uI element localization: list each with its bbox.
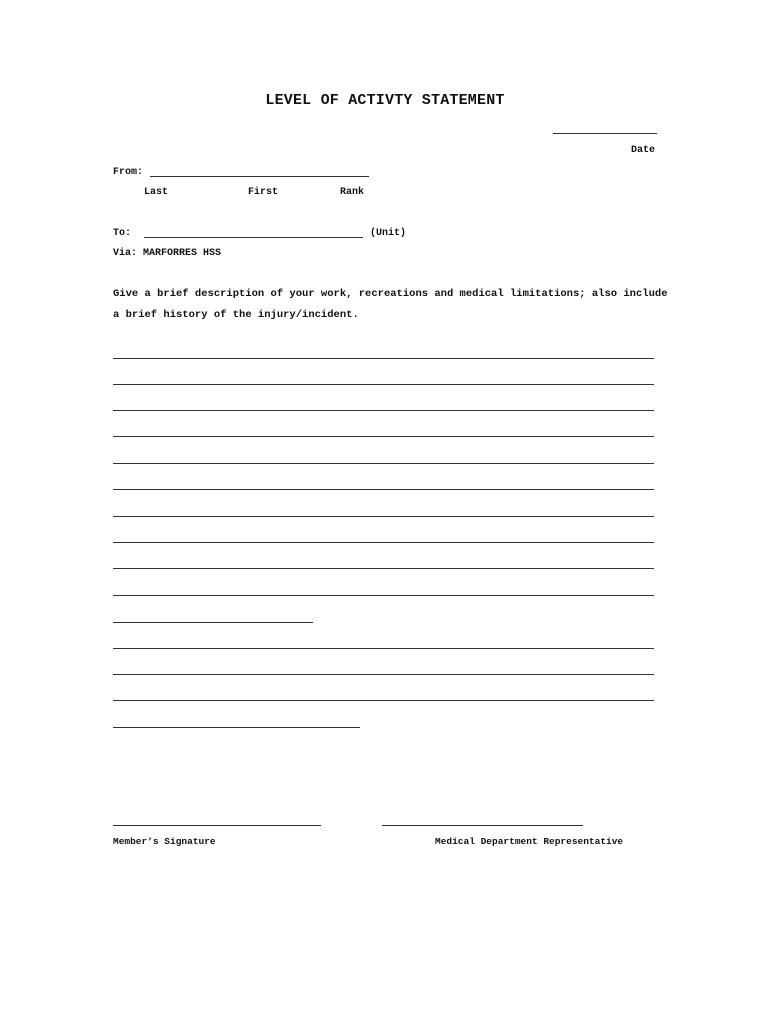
instructions-line-1: Give a brief description of your work, recreations and medical limitations; also include (113, 288, 668, 300)
description-line[interactable] (113, 489, 654, 490)
date-label: Date (631, 145, 656, 156)
history-line-short[interactable] (113, 727, 360, 728)
form-title: LEVEL OF ACTIVTY STATEMENT (265, 92, 505, 109)
description-line[interactable] (113, 595, 654, 596)
to-label: To: (113, 228, 132, 239)
instructions-line-2: a brief history of the injury/incident. (113, 309, 359, 321)
from-label: From: (113, 167, 144, 178)
member-signature-label: Member’s Signature (113, 836, 216, 847)
description-line[interactable] (113, 568, 654, 569)
description-line[interactable] (113, 516, 654, 517)
member-signature-line[interactable] (113, 825, 321, 826)
description-line[interactable] (113, 358, 654, 359)
date-line[interactable] (553, 133, 657, 134)
from-first-label: First (248, 187, 279, 198)
from-last-label: Last (144, 187, 169, 198)
history-line[interactable] (113, 700, 654, 701)
history-line[interactable] (113, 674, 654, 675)
medical-signature-label: Medical Department Representative (435, 836, 624, 847)
via-line: Via: MARFORRES HSS (113, 248, 222, 259)
from-name-line[interactable] (150, 176, 369, 177)
medical-signature-line[interactable] (382, 825, 583, 826)
description-line[interactable] (113, 384, 654, 385)
description-line[interactable] (113, 410, 654, 411)
to-unit-line[interactable] (144, 237, 363, 238)
to-unit-label: (Unit) (370, 228, 407, 239)
description-line[interactable] (113, 436, 654, 437)
history-line[interactable] (113, 648, 654, 649)
description-line[interactable] (113, 542, 654, 543)
description-line[interactable] (113, 463, 654, 464)
description-line-short[interactable] (113, 622, 313, 623)
from-rank-label: Rank (340, 187, 365, 198)
